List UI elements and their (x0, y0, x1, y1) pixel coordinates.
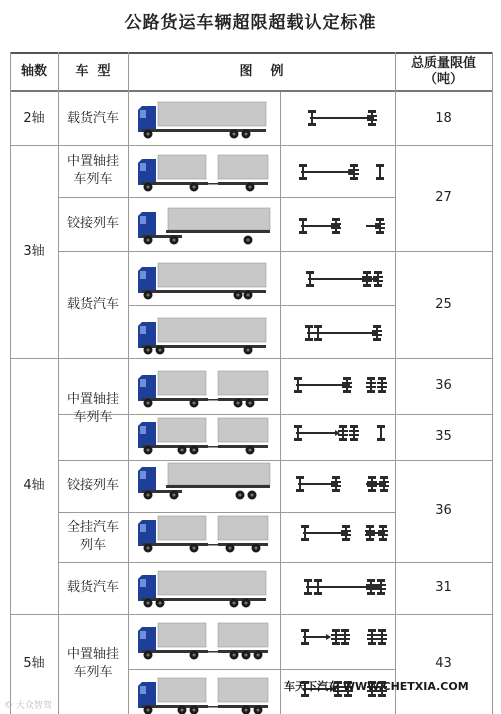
page-title: 公路货运车辆超限超载认定标准 (124, 13, 377, 33)
vehicle-type-cell: 铰接列车 (66, 216, 119, 231)
axle-mark (302, 219, 304, 233)
vehicle-type-cell: 全挂汽车列车 (66, 520, 119, 553)
header-diagram: 图 例 (239, 64, 284, 79)
weight-limit-cell: 25 (435, 296, 452, 312)
frame-line (301, 225, 340, 227)
axle-mark (371, 111, 373, 125)
axle-mark (370, 580, 372, 594)
axle-mark (344, 630, 346, 644)
axle-diagram (301, 629, 387, 645)
vehicle-type-cell: 载货汽车 (66, 296, 119, 312)
axle-mark (377, 272, 379, 286)
axle-mark (335, 219, 337, 233)
axle-diagram (301, 525, 388, 541)
vehicle-type-cell: 中置轴挂车列车 (66, 647, 119, 680)
axle-mark (370, 378, 372, 392)
axle-diagram (294, 425, 385, 441)
weight-limit-cell: 35 (435, 429, 452, 444)
axle-diagram (299, 218, 385, 234)
axle-diagram (305, 325, 382, 341)
axle-mark (302, 165, 304, 179)
axle-mark (382, 526, 384, 540)
hitch-mark (326, 634, 331, 640)
frame-line (366, 225, 380, 227)
axle-mark (366, 272, 368, 286)
frame-line (303, 636, 330, 638)
axle-diagram (296, 476, 389, 492)
axle-mark (342, 426, 344, 440)
axle-diagram (308, 110, 377, 126)
axle-mark (317, 326, 319, 340)
axle-mark (335, 630, 337, 644)
header-axles: 轴数 (20, 64, 47, 79)
frame-line (301, 171, 355, 173)
axle-mark (371, 630, 373, 644)
vehicle-type-cell: 载货汽车 (66, 580, 119, 595)
axle-diagram (306, 271, 383, 287)
weight-limit-cell: 43 (435, 656, 452, 671)
axle-mark (304, 630, 306, 644)
axle-mark (304, 526, 306, 540)
weight-limit-cell: 27 (435, 190, 452, 205)
axle-mark (369, 526, 371, 540)
axle-group-4: 4轴 (23, 478, 45, 493)
axle-mark (381, 378, 383, 392)
axle-mark (345, 526, 347, 540)
weight-limit-cell: 18 (435, 110, 452, 126)
axle-group-3: 3轴 (23, 243, 45, 259)
axle-diagram (294, 377, 387, 393)
axle-group-5: 5轴 (23, 656, 45, 671)
vehicle-type-cell: 中置轴挂车列车 (66, 154, 119, 187)
axle-mark (381, 630, 383, 644)
axle-mark (335, 477, 337, 491)
axle-diagram (299, 164, 384, 180)
axle-mark (380, 580, 382, 594)
watermark-left: © 大众智驾 (4, 701, 52, 711)
frame-line (296, 432, 335, 434)
watermark-right: 车天下汽车 WWW.CHETXIA.COM (284, 680, 469, 693)
axle-diagram (304, 579, 386, 595)
axle-mark (309, 272, 311, 286)
weight-limit-cell: 31 (435, 580, 452, 595)
axle-mark (299, 477, 301, 491)
header-weight-limit-label: 总质量限值 (410, 56, 476, 71)
axle-mark (308, 326, 310, 340)
axle-mark (380, 426, 382, 440)
axle-group-2: 2轴 (23, 110, 45, 126)
axle-mark (317, 580, 319, 594)
vehicle-type-cell: 中置轴挂车列车 (66, 392, 119, 425)
axle-mark (297, 378, 299, 392)
vehicle-type-cell: 载货汽车 (66, 110, 119, 126)
header-vehicle-type: 车 型 (75, 64, 111, 79)
axle-mark (297, 426, 299, 440)
weight-limit-cell: 36 (435, 378, 452, 393)
vehicle-type-cell: 铰接列车 (66, 478, 119, 493)
axle-mark (353, 426, 355, 440)
frame-line (298, 483, 338, 485)
axle-mark (311, 111, 313, 125)
axle-mark (376, 326, 378, 340)
axle-mark (353, 165, 355, 179)
frame-line (310, 117, 374, 119)
frame-line (303, 532, 348, 534)
axle-mark (307, 580, 309, 594)
frame-line (296, 384, 350, 386)
axle-mark (383, 477, 385, 491)
axle-mark (379, 165, 381, 179)
header-weight-limit-unit: （吨） (423, 72, 463, 87)
axle-mark (371, 477, 373, 491)
weight-limit-cell: 36 (435, 503, 452, 518)
axle-mark (379, 219, 381, 233)
